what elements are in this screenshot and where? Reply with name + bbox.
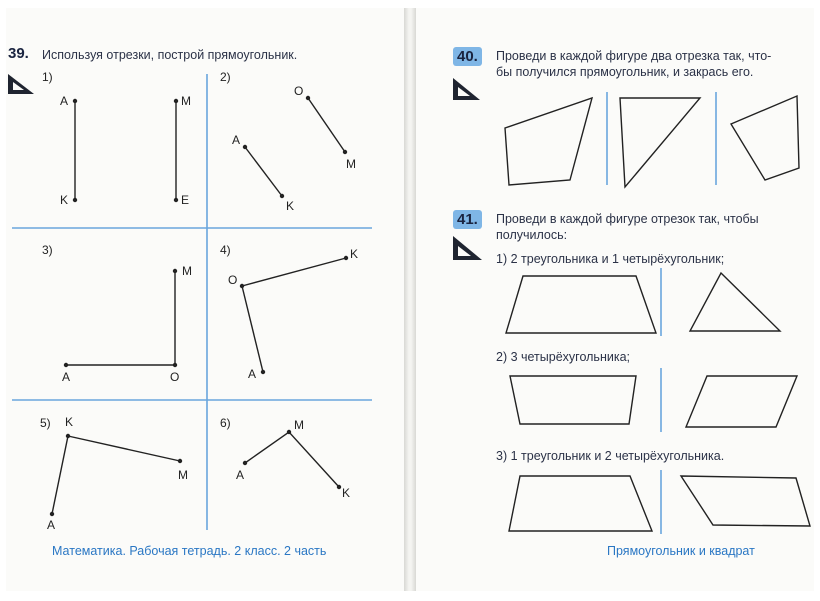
cell-5-number: 5) xyxy=(40,416,51,430)
task-number-40: 40. xyxy=(453,47,482,66)
set-square-icon xyxy=(453,78,480,100)
point-label: K xyxy=(342,486,351,500)
point-label: K xyxy=(65,415,74,429)
cell-6-number: 6) xyxy=(220,416,231,430)
point-label: M xyxy=(346,157,356,171)
task-number-41: 41. xyxy=(453,210,482,229)
point-label: A xyxy=(60,94,69,108)
cell-2-number: 2) xyxy=(220,70,231,84)
left-footer: Математика. Рабочая тетрадь. 2 класс. 2 часть xyxy=(52,544,327,558)
task-40-line-2: бы получился прямоугольник, и закрась его. xyxy=(496,65,754,79)
point-label: O xyxy=(228,273,238,287)
cell-1-number: 1) xyxy=(42,70,53,84)
point-label: O xyxy=(170,370,180,384)
point-label: K xyxy=(60,193,69,207)
point-label: M xyxy=(181,94,191,108)
task-39-text: Используя отрезки, построй прямоугольник. xyxy=(42,48,298,62)
set-square-icon xyxy=(453,236,482,260)
point-label: M xyxy=(178,468,188,482)
point-label: A xyxy=(248,367,257,381)
point-label: K xyxy=(350,247,359,261)
task-40-line-1: Проведи в каждой фигуре два отрезка так, что- xyxy=(496,49,772,63)
point-label: O xyxy=(294,84,304,98)
point-label: M xyxy=(294,418,304,432)
point-label: A xyxy=(47,518,56,532)
task-number-39: 39. xyxy=(8,45,29,62)
task-41-sub-3: 3) 1 треугольник и 2 четырёхугольника. xyxy=(496,449,725,463)
task-41-line-2: получилось: xyxy=(496,228,568,242)
point-label: A xyxy=(236,468,245,482)
cell-4-number: 4) xyxy=(220,243,231,257)
right-footer: Прямоугольник и квадрат xyxy=(607,544,755,558)
point-label: K xyxy=(286,199,295,213)
point-label: M xyxy=(182,264,192,278)
task-41-line-1: Проведи в каждой фигуре отрезок так, чтобы xyxy=(496,212,759,226)
task-41-sub-2: 2) 3 четырёхугольника; xyxy=(496,350,630,364)
point-label: A xyxy=(62,370,71,384)
task-41-sub-1: 1) 2 треугольника и 1 четырёхугольник; xyxy=(496,252,725,266)
cell-3-number: 3) xyxy=(42,243,53,257)
point-label: A xyxy=(232,133,241,147)
point-label: E xyxy=(181,193,190,207)
